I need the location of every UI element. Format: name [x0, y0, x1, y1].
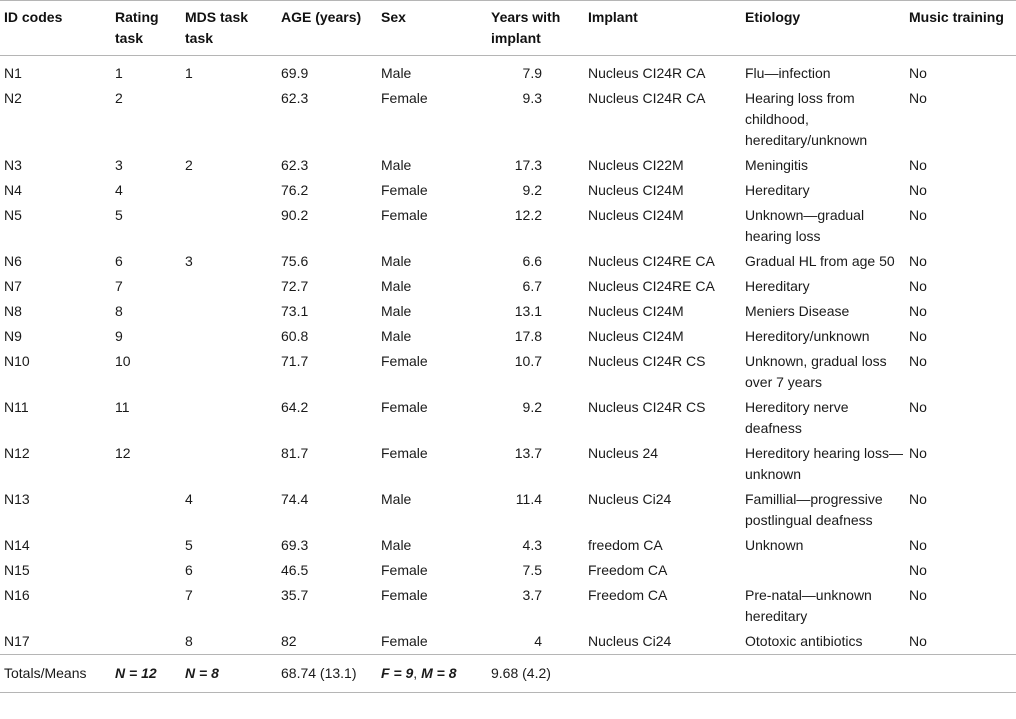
header-years-with-implant: Years with implant	[491, 9, 561, 46]
header-id-codes: ID codes	[4, 9, 63, 25]
cell-sex: Female	[381, 353, 428, 369]
cell-years-with-implant: 10.7	[514, 353, 542, 369]
cell-age: 73.1	[281, 303, 309, 319]
cell-years-with-implant: 9.3	[522, 90, 542, 106]
cell-implant: Nucleus CI24RE CA	[588, 278, 715, 294]
cell-age: 69.9	[281, 65, 309, 81]
cell-rating-task	[111, 583, 181, 629]
totals-empty-etiology	[741, 655, 905, 693]
cell-implant: Freedom CA	[588, 587, 668, 603]
cell-id: N9	[4, 328, 22, 344]
cell-etiology: Famillial—progressive postlingual deafness	[745, 491, 883, 528]
cell-sex: Female	[381, 587, 428, 603]
totals-sex-male: M = 8	[421, 665, 457, 681]
cell-age: 69.3	[281, 537, 309, 553]
table-row	[0, 487, 1016, 533]
cell-etiology: Hearing loss from childhood, hereditary/unknown	[745, 90, 868, 148]
cell-music-training: No	[909, 587, 927, 603]
cell-years-with-implant: 11.4	[515, 491, 542, 507]
cell-etiology: Gradual HL from age 50	[745, 253, 895, 269]
totals-sex-female: F = 9	[381, 665, 414, 681]
cell-implant: Freedom CA	[588, 562, 668, 578]
cell-years-with-implant: 12.2	[514, 207, 542, 223]
cell-rating-task	[111, 487, 181, 533]
cell-id: N17	[4, 633, 30, 649]
cell-mds-task: 4	[185, 491, 193, 507]
table-row	[0, 583, 1016, 629]
cell-implant: Nucleus CI24R CA	[588, 90, 706, 106]
cell-mds-task	[181, 274, 277, 299]
cell-etiology: Pre-natal—unknown hereditary	[745, 587, 872, 624]
totals-age: 68.74 (13.1)	[281, 665, 357, 681]
cell-music-training: No	[909, 328, 927, 344]
cell-years-with-implant: 17.3	[514, 157, 542, 173]
cell-mds-task: 2	[185, 157, 193, 173]
cell-years-with-implant: 13.7	[514, 445, 542, 461]
cell-implant: freedom CA	[588, 537, 663, 553]
totals-years: 9.68 (4.2)	[491, 665, 551, 681]
cell-sex: Male	[381, 537, 412, 553]
cell-mds-task	[181, 86, 277, 153]
cell-rating-task: 5	[115, 207, 123, 223]
cell-music-training: No	[909, 562, 927, 578]
cell-mds-task: 5	[185, 537, 193, 553]
cell-mds-task: 3	[185, 253, 193, 269]
cell-sex: Female	[381, 445, 428, 461]
header-implant: Implant	[588, 9, 638, 25]
cell-id: N16	[4, 587, 30, 603]
cell-music-training: No	[909, 253, 927, 269]
table-row	[0, 249, 1016, 274]
totals-sex-separator: ,	[413, 665, 422, 681]
cell-age: 74.4	[281, 491, 309, 507]
cell-mds-task: 6	[185, 562, 193, 578]
cell-music-training: No	[909, 353, 927, 369]
cell-sex: Male	[381, 278, 412, 294]
cell-implant: Nucleus Ci24	[588, 491, 672, 507]
cell-sex: Male	[381, 157, 412, 173]
cell-rating-task: 12	[115, 445, 131, 461]
cell-rating-task: 8	[115, 303, 123, 319]
cell-etiology: Hereditary	[745, 278, 810, 294]
cell-etiology: Hereditory hearing loss—unknown	[745, 445, 903, 482]
cell-years-with-implant: 3.7	[522, 587, 542, 603]
table-row	[0, 395, 1016, 441]
cell-sex: Female	[381, 90, 428, 106]
table-row	[0, 441, 1016, 487]
cell-rating-task: 4	[115, 182, 123, 198]
cell-rating-task: 6	[115, 253, 123, 269]
table-row	[0, 153, 1016, 178]
cell-age: 72.7	[281, 278, 309, 294]
table-row	[0, 558, 1016, 583]
cell-rating-task: 9	[115, 328, 123, 344]
cell-music-training: No	[909, 207, 927, 223]
cell-years-with-implant: 9.2	[522, 182, 542, 198]
cell-etiology	[741, 558, 905, 583]
cell-mds-task	[181, 441, 277, 487]
cell-etiology: Hereditory/unknown	[745, 328, 870, 344]
cell-implant: Nucleus CI24R CS	[588, 399, 706, 415]
table-body	[0, 56, 1016, 655]
cell-sex: Male	[381, 303, 412, 319]
cell-sex: Male	[381, 65, 412, 81]
cell-rating-task: 2	[115, 90, 123, 106]
cell-age: 60.8	[281, 328, 309, 344]
cell-id: N8	[4, 303, 22, 319]
cell-music-training: No	[909, 278, 927, 294]
cell-rating-task	[111, 558, 181, 583]
cell-etiology: Hereditary	[745, 182, 810, 198]
cell-etiology: Unknown, gradual loss over 7 years	[745, 353, 887, 390]
header-mds-task: MDS task task	[185, 9, 249, 46]
cell-mds-task	[181, 299, 277, 324]
cell-id: N10	[4, 353, 30, 369]
table-row	[0, 324, 1016, 349]
cell-music-training: No	[909, 445, 927, 461]
cell-age: 76.2	[281, 182, 309, 198]
table-row	[0, 56, 1016, 87]
cell-music-training: No	[909, 399, 927, 415]
cell-years-with-implant: 9.2	[522, 399, 542, 415]
totals-label: Totals/Means	[4, 665, 87, 681]
cell-age: 62.3	[281, 90, 309, 106]
cell-age: 71.7	[281, 353, 309, 369]
cell-years-with-implant: 7.5	[522, 562, 542, 578]
cell-implant: Nucleus CI24M	[588, 303, 684, 319]
cell-music-training: No	[909, 90, 927, 106]
totals-empty-implant	[584, 655, 741, 693]
cell-implant: Nucleus CI24R CA	[588, 65, 706, 81]
cell-id: N1	[4, 65, 22, 81]
cell-id: N7	[4, 278, 22, 294]
cell-id: N11	[4, 399, 29, 415]
cell-age: 64.2	[281, 399, 309, 415]
cell-years-with-implant: 7.9	[522, 65, 542, 81]
cell-years-with-implant: 17.8	[514, 328, 542, 344]
cell-music-training: No	[909, 182, 927, 198]
cell-rating-task	[111, 629, 181, 655]
cell-rating-task: 11	[115, 399, 130, 415]
table-row	[0, 178, 1016, 203]
cell-id: N13	[4, 491, 30, 507]
cell-implant: Nucleus CI24R CS	[588, 353, 706, 369]
cell-music-training: No	[909, 537, 927, 553]
cell-id: N3	[4, 157, 22, 173]
cell-mds-task	[181, 324, 277, 349]
cell-etiology: Unknown—gradual hearing loss	[745, 207, 865, 244]
cell-implant: Nucleus CI22M	[588, 157, 684, 173]
cell-etiology: Meniers Disease	[745, 303, 850, 319]
cell-age: 46.5	[281, 562, 309, 578]
table-row	[0, 299, 1016, 324]
cell-id: N2	[4, 90, 22, 106]
cell-mds-task	[181, 203, 277, 249]
cell-age: 90.2	[281, 207, 309, 223]
cell-rating-task: 7	[115, 278, 123, 294]
cell-age: 35.7	[281, 587, 309, 603]
cell-sex: Female	[381, 399, 428, 415]
cell-id: N15	[4, 562, 30, 578]
header-rating-task: Rating task	[115, 9, 159, 46]
cell-age: 81.7	[281, 445, 309, 461]
cell-mds-task	[181, 178, 277, 203]
totals-sex	[377, 655, 487, 693]
cell-id: N12	[4, 445, 30, 461]
cell-id: N5	[4, 207, 22, 223]
cell-age: 82	[281, 633, 297, 649]
cell-implant: Nucleus CI24RE CA	[588, 253, 715, 269]
totals-mds-n: N = 8	[185, 665, 219, 681]
cell-sex: Male	[381, 253, 412, 269]
totals-row	[0, 655, 1016, 693]
cell-sex: Female	[381, 207, 428, 223]
header-etiology: Etiology	[745, 9, 801, 25]
cell-rating-task: 3	[115, 157, 123, 173]
cell-age: 62.3	[281, 157, 309, 173]
cell-implant: Nucleus Ci24	[588, 633, 672, 649]
cell-age: 75.6	[281, 253, 309, 269]
cell-etiology: Unknown	[745, 537, 804, 553]
cell-mds-task	[181, 395, 277, 441]
cell-music-training: No	[909, 633, 927, 649]
cell-music-training: No	[909, 157, 927, 173]
cell-implant: Nucleus CI24M	[588, 182, 684, 198]
cell-years-with-implant: 4	[534, 633, 542, 649]
totals-rating-n: N = 12	[115, 665, 157, 681]
table-row	[0, 274, 1016, 299]
cell-etiology: Ototoxic antibiotics	[745, 633, 863, 649]
cell-implant: Nucleus CI24M	[588, 207, 684, 223]
cell-mds-task	[181, 349, 277, 395]
cell-rating-task	[111, 533, 181, 558]
cell-years-with-implant: 13.1	[514, 303, 542, 319]
header-sex: Sex	[381, 9, 406, 25]
cell-rating-task: 10	[115, 353, 131, 369]
cell-id: N6	[4, 253, 22, 269]
cell-mds-task: 8	[185, 633, 193, 649]
cell-etiology: Flu—infection	[745, 65, 831, 81]
cell-years-with-implant: 6.7	[522, 278, 542, 294]
table-row	[0, 203, 1016, 249]
table-row	[0, 349, 1016, 395]
cell-etiology: Hereditory nerve deafness	[745, 399, 849, 436]
cell-years-with-implant: 4.3	[522, 537, 542, 553]
cell-music-training: No	[909, 65, 927, 81]
cell-implant: Nucleus 24	[588, 445, 659, 461]
cell-years-with-implant: 6.6	[522, 253, 542, 269]
cell-music-training: No	[909, 303, 927, 319]
cell-sex: Female	[381, 633, 428, 649]
totals-empty-music	[905, 655, 1016, 693]
table-row	[0, 86, 1016, 153]
header-row	[0, 1, 1016, 56]
cell-implant: Nucleus CI24M	[588, 328, 684, 344]
cell-music-training: No	[909, 491, 927, 507]
header-music-training: Music training	[909, 9, 1004, 25]
cell-sex: Female	[381, 562, 428, 578]
table-row	[0, 533, 1016, 558]
cell-etiology: Meningitis	[745, 157, 809, 173]
cell-id: N4	[4, 182, 22, 198]
cell-sex: Female	[381, 182, 428, 198]
cell-sex: Male	[381, 328, 412, 344]
cell-mds-task: 1	[185, 65, 193, 81]
header-age: AGE (years)	[281, 9, 362, 25]
cell-id: N14	[4, 537, 30, 553]
cell-mds-task: 7	[185, 587, 193, 603]
cell-rating-task: 1	[115, 65, 123, 81]
cell-sex: Male	[381, 491, 412, 507]
table-row	[0, 629, 1016, 655]
